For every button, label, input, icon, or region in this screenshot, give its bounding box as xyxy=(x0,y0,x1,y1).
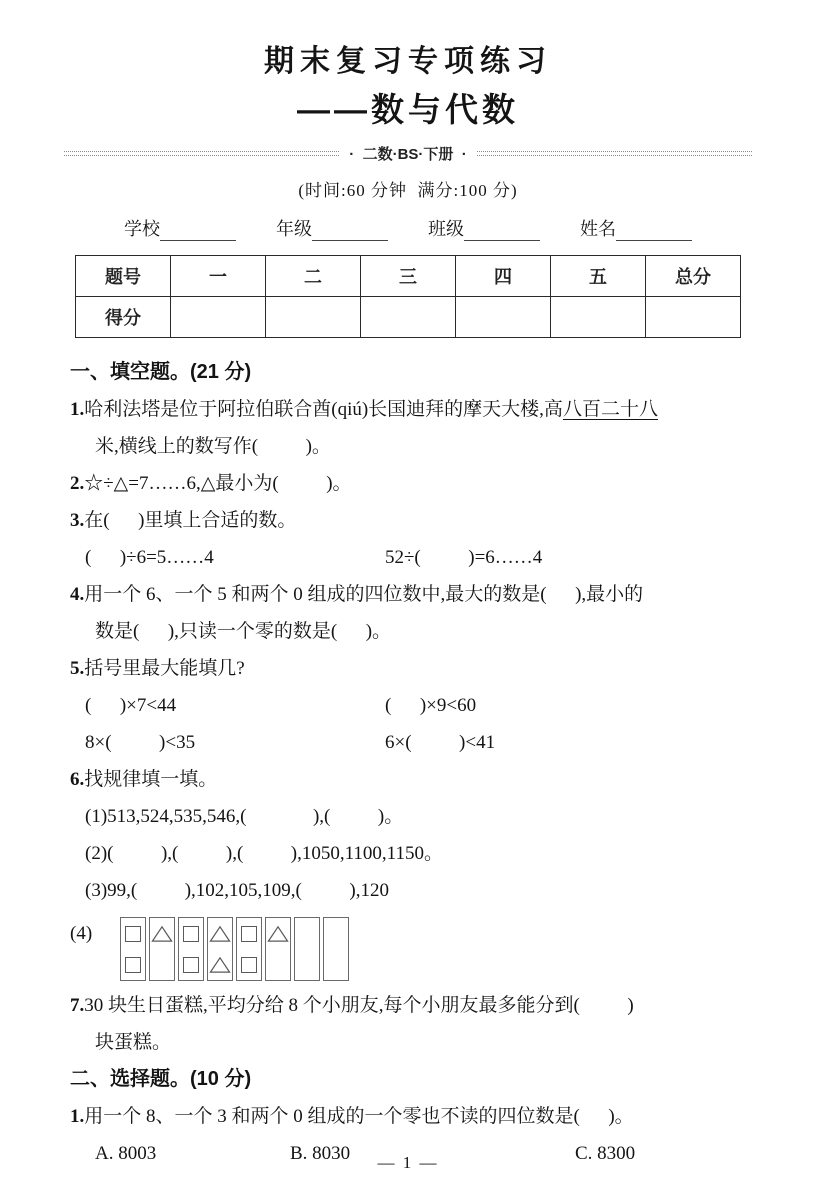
square-icon xyxy=(241,926,257,942)
school-field xyxy=(124,215,236,241)
score-table xyxy=(75,255,741,338)
edition-rule xyxy=(64,143,752,164)
question-6-sub2: (2)( ),( ),( ),1050,1100,1150。 xyxy=(85,843,443,864)
choice-c: C. 8300 xyxy=(575,1143,636,1164)
worksheet-body xyxy=(70,354,746,1172)
question-6 xyxy=(70,761,746,798)
score-row-label: 得分 xyxy=(76,297,171,338)
card-slot xyxy=(209,924,231,943)
question-6-sub4 xyxy=(70,915,746,981)
question-1-continuation: 米,横线上的数写作( )。 xyxy=(95,436,331,457)
pattern-card xyxy=(178,917,204,981)
name-label: 姓名 xyxy=(580,219,616,239)
worksheet-page xyxy=(0,36,816,1172)
formula: ( )×9<60 xyxy=(385,695,477,716)
question-2 xyxy=(70,465,746,502)
question-4-continuation: 数是( ),只读一个零的数是( )。 xyxy=(95,621,392,642)
question-number: 7. xyxy=(70,995,85,1016)
score-cell xyxy=(266,297,361,338)
underlined-text: 八百二十八 xyxy=(562,399,658,420)
question-number: 6. xyxy=(70,769,85,790)
question-number: 2. xyxy=(70,473,85,494)
score-header-cell: 题号 xyxy=(76,256,171,297)
question-text: 用一个 8、一个 3 和两个 0 组成的一个零也不读的四位数是( )。 xyxy=(84,1106,634,1127)
choice-a: A. 8003 xyxy=(95,1143,157,1164)
pattern-card xyxy=(236,917,262,981)
score-cell xyxy=(171,297,266,338)
score-header-cell: 三 xyxy=(361,256,456,297)
question-3 xyxy=(70,502,746,539)
score-cell xyxy=(456,297,551,338)
grade-blank xyxy=(312,221,388,241)
pattern-card xyxy=(265,917,291,981)
choice-b: B. 8030 xyxy=(290,1143,351,1164)
class-field xyxy=(428,215,540,241)
score-header-cell: 二 xyxy=(266,256,361,297)
card-slot xyxy=(296,955,318,974)
card-slot xyxy=(238,955,260,974)
triangle-icon xyxy=(209,925,231,943)
square-icon xyxy=(183,926,199,942)
card-slot xyxy=(122,955,144,974)
grade-field xyxy=(276,215,388,241)
question-number: 1. xyxy=(70,399,85,420)
question-4 xyxy=(70,576,746,613)
triangle-icon xyxy=(151,925,173,943)
question-5-formulas-row1 xyxy=(70,687,746,724)
question-1 xyxy=(70,391,746,428)
dotted-rule-right xyxy=(477,151,752,156)
card-slot xyxy=(267,924,289,943)
triangle-icon xyxy=(209,956,231,974)
question-number: 3. xyxy=(70,510,85,531)
card-slot xyxy=(180,924,202,943)
question-3-formulas xyxy=(70,539,746,576)
pattern-card xyxy=(207,917,233,981)
question-text: ☆÷△=7……6,△最小为( )。 xyxy=(84,473,352,494)
class-blank xyxy=(464,221,540,241)
card-slot xyxy=(209,955,231,974)
card-slot xyxy=(151,924,173,943)
section1-heading: 一、填空题。(21 分) xyxy=(70,361,252,383)
card-slot xyxy=(296,924,318,943)
question-text: 找规律填一填。 xyxy=(84,769,218,790)
card-slot xyxy=(325,955,347,974)
card-slot xyxy=(180,955,202,974)
pattern-card xyxy=(323,917,349,981)
formula: 52÷( )=6……4 xyxy=(385,547,543,568)
section2-heading: 二、选择题。(10 分) xyxy=(70,1068,252,1090)
card-slot xyxy=(122,924,144,943)
score-table-score-row xyxy=(76,297,741,338)
card-slot xyxy=(151,955,173,974)
student-info-row xyxy=(0,215,816,241)
edition-label: · 二数·BS·下册 · xyxy=(349,146,467,163)
pattern-cards xyxy=(120,917,349,981)
question-5 xyxy=(70,650,746,687)
question-7 xyxy=(70,987,746,1024)
school-label: 学校 xyxy=(124,219,160,239)
card-slot xyxy=(267,955,289,974)
score-cell xyxy=(646,297,741,338)
pattern-card xyxy=(149,917,175,981)
score-header-cell: 一 xyxy=(171,256,266,297)
grade-label: 年级 xyxy=(276,219,312,239)
name-blank xyxy=(616,221,692,241)
pattern-card xyxy=(294,917,320,981)
question-text: 哈利法塔是位于阿拉伯联合酋(qiú)长国迪拜的摩天大楼,高 xyxy=(84,399,563,420)
question-number: 4. xyxy=(70,584,85,605)
question-text: 在( )里填上合适的数。 xyxy=(84,510,297,531)
score-header-cell: 四 xyxy=(456,256,551,297)
score-header-cell: 五 xyxy=(551,256,646,297)
sub-question-label: (4) xyxy=(70,923,93,944)
pattern-card xyxy=(120,917,146,981)
dotted-rule-left xyxy=(64,151,339,156)
formula: 8×( )<35 xyxy=(85,732,196,753)
score-header-cell: 总分 xyxy=(646,256,741,297)
question-text: 括号里最大能填几? xyxy=(84,658,245,679)
square-icon xyxy=(125,926,141,942)
school-blank xyxy=(160,221,236,241)
card-slot xyxy=(238,924,260,943)
square-icon xyxy=(241,957,257,973)
score-cell xyxy=(361,297,456,338)
page-title: 期末复习专项练习 xyxy=(264,45,552,78)
square-icon xyxy=(125,957,141,973)
name-field xyxy=(580,215,692,241)
score-table-header-row xyxy=(76,256,741,297)
formula: ( )÷6=5……4 xyxy=(85,547,214,568)
score-cell xyxy=(551,297,646,338)
exam-info: (时间:60 分钟 满分:100 分) xyxy=(298,181,518,200)
page-subtitle: ——数与代数 xyxy=(297,91,519,128)
section2-question-1 xyxy=(70,1098,746,1135)
question-text: 用一个 6、一个 5 和两个 0 组成的四位数中,最大的数是( ),最小的 xyxy=(84,584,644,605)
question-text: 30 块生日蛋糕,平均分给 8 个小朋友,每个小朋友最多能分到( ) xyxy=(84,995,634,1016)
formula: ( )×7<44 xyxy=(85,695,177,716)
question-5-formulas-row2 xyxy=(70,724,746,761)
page-number: — 1 — xyxy=(377,1153,439,1172)
question-6-sub1: (1)513,524,535,546,( ),( )。 xyxy=(85,806,404,827)
question-number: 1. xyxy=(70,1106,85,1127)
question-7-continuation: 块蛋糕。 xyxy=(95,1032,172,1053)
card-slot xyxy=(325,924,347,943)
question-6-sub3: (3)99,( ),102,105,109,( ),120 xyxy=(85,880,389,901)
triangle-icon xyxy=(267,925,289,943)
class-label: 班级 xyxy=(428,219,464,239)
question-number: 5. xyxy=(70,658,85,679)
square-icon xyxy=(183,957,199,973)
formula: 6×( )<41 xyxy=(385,732,496,753)
